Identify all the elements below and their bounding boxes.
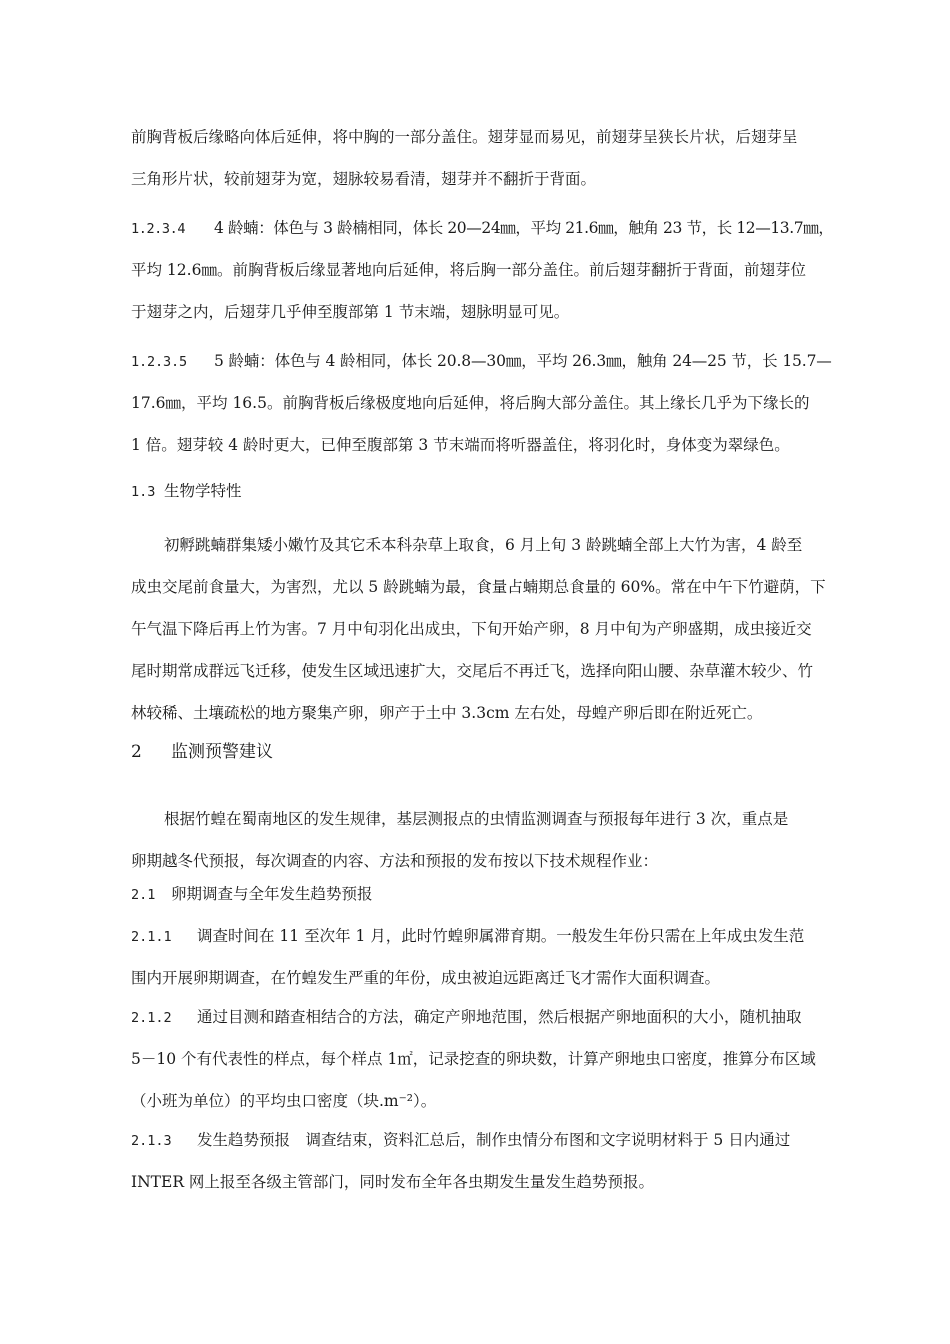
heading-1-3 (131, 475, 831, 507)
text-line: 初孵跳蝻群集矮小嫩竹及其它禾本科杂草上取食，6 月上旬 3 龄跳蝻全部上大竹为害，4 龄至 (164, 536, 803, 554)
text-line: 前胸背板后缘略向体后延伸，将中胸的一部分盖住。翅芽显而易见，前翅芽呈狭长片状，后翅芽呈 (131, 128, 798, 146)
text-line: 17.6㎜，平均 16.5。前胸背板后缘极度地向后延伸，将后胸大部分盖住。其上缘长几乎为下缘长的 (131, 394, 810, 412)
text-line: INTER 网上报至各级主管部门，同时发布全年各虫期发生量发生趋势预报。 (131, 1173, 654, 1191)
text-line: 2.1.3 发生趋势预报 调查结束，资料汇总后，制作虫情分布图和文字说明材料于 5 日内通过 (131, 1124, 831, 1156)
section-2-1-3 (131, 1124, 831, 1198)
text-line: 林较稀、土壤疏松的地方聚集产卵，卵产于土中 3.3cm 左右处，母蝗产卵后即在附近死亡。 (131, 704, 763, 722)
text-line: 1.2.3.4 4 龄蝻：体色与 3 龄楠相同，体长 20—24㎜，平均 21.6㎜，触角 23 节，长 12—13.7㎜， (131, 212, 831, 244)
section-number: 2.1.2 (131, 1010, 172, 1026)
section-number: 1.3 (131, 484, 156, 500)
section-number: 1.2.3.5 (131, 354, 187, 370)
text-line: 围内开展卵期调查，在竹蝗发生严重的年份，成虫被迫远距离迁飞才需作大面积调查。 (131, 969, 721, 987)
section-number: 2.1 (131, 887, 156, 903)
section-number: 2.1.3 (131, 1133, 172, 1149)
paragraph-wing-bud-3rd-instar (131, 121, 831, 195)
text-line: 成虫交尾前食量大，为害烈，尤以 5 龄跳蝻为最，食量占蝻期总食量的 60%。常在中午下竹避荫，下 (131, 578, 826, 596)
section-number: 1.2.3.4 (131, 221, 186, 237)
text-line: 于翅芽之内，后翅芽几乎伸至腹部第 1 节末端，翅脉明显可见。 (131, 303, 570, 321)
text-line: 1.2.3.5 5 龄蝻：体色与 4 龄相同，体长 20.8—30㎜，平均 26.3㎜，触角 24—25 节，长 15.7— (131, 345, 831, 377)
text-line: 卵期越冬代预报，每次调查的内容、方法和预报的发布按以下技术规程作业： (131, 852, 659, 870)
text-line: 三角形片状，较前翅芽为宽，翅脉较易看清，翅芽并不翻折于背面。 (131, 170, 597, 188)
heading-2-1 (131, 878, 831, 910)
paragraph-monitoring-intro (131, 803, 831, 877)
section-2-1-1 (131, 920, 831, 994)
section-title: 卵期调查与全年发生趋势预报 (171, 885, 373, 903)
section-1-2-3-4 (131, 212, 834, 328)
paragraph-biology (131, 529, 831, 729)
text-line: 2.1.2 通过目测和踏查相结合的方法，确定产卵地范围，然后根据产卵地面积的大小，随机抽取 (131, 1001, 831, 1033)
text-line: 尾时期常成群远飞迁移，使发生区域迅速扩大，交尾后不再迁飞，选择向阳山腰、杂草灌木较少、竹 (131, 662, 814, 680)
text-line: 根据竹蝗在蜀南地区的发生规律，基层测报点的虫情监测调查与预报每年进行 3 次，重点是 (164, 810, 789, 828)
section-2-1-2 (131, 1001, 831, 1117)
section-title: 监测预警建议 (171, 742, 273, 762)
text-line: 平均 12.6㎜。前胸背板后缘显著地向后延伸，将后胸一部分盖住。前后翅芽翻折于背面，前翅芽位 (131, 261, 806, 279)
section-title: 生物学特性 (164, 482, 242, 500)
text-line: 1 倍。翅芽较 4 龄时更大，已伸至腹部第 3 节末端而将听器盖住，将羽化时，身体变为翠绿色。 (131, 436, 790, 454)
text-line: 2.1.1 调查时间在 11 至次年 1 月，此时竹蝗卵属滞育期。一般发生年份只需在上年成虫发生范 (131, 920, 831, 952)
text-line: （小班为单位）的平均虫口密度（块.m⁻²）。 (131, 1092, 437, 1110)
text-line: 5－10 个有代表性的样点，每个样点 1㎡，记录挖查的卵块数，计算产卵地虫口密度，推算分布区域 (131, 1050, 816, 1068)
text-line: 午气温下降后再上竹为害。7 月中旬羽化出成虫，下旬开始产卵，8 月中旬为产卵盛期，成虫接近交 (131, 620, 812, 638)
section-number: 2 (131, 742, 142, 762)
heading-2 (131, 736, 831, 768)
section-number: 2.1.1 (131, 929, 172, 945)
section-1-2-3-5 (131, 345, 831, 461)
